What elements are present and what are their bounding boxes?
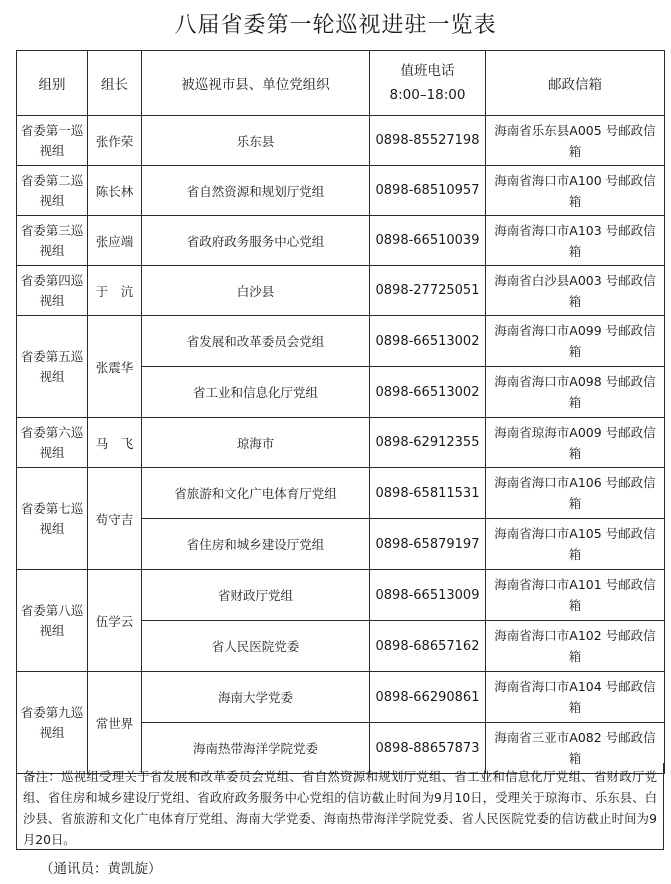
mail-cell: 海南省海口市A103 号邮政信箱 [486, 216, 665, 266]
org-cell: 省工业和信息化厅党组 [142, 367, 370, 418]
page-title: 八届省委第一轮巡视进驻一览表 [174, 13, 497, 38]
leader-cell: 张应端 [88, 216, 142, 266]
phone-cell: 0898-66290861 [370, 672, 486, 723]
table-row [17, 216, 665, 266]
header-phone-label: 值班电话 [400, 63, 455, 79]
mail-cell: 海南省乐东县A005 号邮政信箱 [486, 116, 665, 166]
org-cell: 省住房和城乡建设厅党组 [142, 519, 370, 570]
leader-cell: 常世界 [88, 672, 142, 774]
phone-cell: 0898-65811531 [370, 468, 486, 519]
group-cell: 省委第八巡视组 [17, 570, 88, 672]
group-cell: 省委第一巡视组 [17, 116, 88, 166]
mail-cell: 海南省海口市A102 号邮政信箱 [486, 621, 665, 672]
group-cell: 省委第五巡视组 [17, 316, 88, 418]
header-leader: 组长 [88, 51, 142, 116]
phone-cell: 0898-66513002 [370, 367, 486, 418]
phone-cell: 0898-27725051 [370, 266, 486, 316]
phone-cell: 0898-88657873 [370, 723, 486, 774]
phone-cell: 0898-85527198 [370, 116, 486, 166]
table-row [17, 166, 665, 216]
mail-cell: 海南省海口市A099 号邮政信箱 [486, 316, 665, 367]
footer-credit: （通讯员：黄凯旋） [40, 861, 162, 877]
group-cell: 省委第六巡视组 [17, 418, 88, 468]
table-row [17, 672, 665, 723]
org-cell: 乐东县 [142, 116, 370, 166]
table-row [17, 116, 665, 166]
group-cell: 省委第二巡视组 [17, 166, 88, 216]
leader-cell: 张作荣 [88, 116, 142, 166]
phone-cell: 0898-62912355 [370, 418, 486, 468]
inspection-table [16, 50, 665, 774]
table-row [17, 570, 665, 621]
table-row [17, 418, 665, 468]
mail-cell: 海南省海口市A101 号邮政信箱 [486, 570, 665, 621]
org-cell: 省财政厅党组 [142, 570, 370, 621]
org-cell: 海南热带海洋学院党委 [142, 723, 370, 774]
mail-cell: 海南省海口市A098 号邮政信箱 [486, 367, 665, 418]
mail-cell: 海南省海口市A106 号邮政信箱 [486, 468, 665, 519]
mail-cell: 海南省海口市A105 号邮政信箱 [486, 519, 665, 570]
header-mail: 邮政信箱 [486, 51, 665, 116]
header-phone [370, 51, 486, 116]
group-cell: 省委第四巡视组 [17, 266, 88, 316]
phone-cell: 0898-68510957 [370, 166, 486, 216]
org-cell: 琼海市 [142, 418, 370, 468]
note: 备注：巡视组受理关于省发展和改革委员会党组、省自然资源和规划厅党组、省工业和信息化厅党组、省财政厅党组、省住房和城乡建设厅党组、省政府政务服务中心党组的信访截止时间为9月10日，受理关于琼海市、乐东县、白沙县、省旅游和文化广电体育厅党组、海南大学党委、海南热带海洋学院党委、省人民医院党委的信访截止时间为9月20日。 [16, 763, 664, 850]
org-cell: 省旅游和文化广电体育厅党组 [142, 468, 370, 519]
org-cell: 省自然资源和规划厅党组 [142, 166, 370, 216]
group-cell: 省委第七巡视组 [17, 468, 88, 570]
header-org: 被巡视市县、单位党组织 [142, 51, 370, 116]
phone-cell: 0898-65879197 [370, 519, 486, 570]
mail-cell: 海南省海口市A100 号邮政信箱 [486, 166, 665, 216]
leader-cell: 于 沆 [88, 266, 142, 316]
table-header-row [17, 51, 665, 116]
org-cell: 省发展和改革委员会党组 [142, 316, 370, 367]
mail-cell: 海南省白沙县A003 号邮政信箱 [486, 266, 665, 316]
leader-cell: 马 飞 [88, 418, 142, 468]
mail-cell: 海南省海口市A104 号邮政信箱 [486, 672, 665, 723]
header-group: 组别 [17, 51, 88, 116]
table-row [17, 316, 665, 367]
phone-cell: 0898-66513009 [370, 570, 486, 621]
org-cell: 白沙县 [142, 266, 370, 316]
leader-cell: 张震华 [88, 316, 142, 418]
header-phone-hours: 8:00–18:00 [389, 87, 466, 103]
table-row [17, 468, 665, 519]
org-cell: 省人民医院党委 [142, 621, 370, 672]
group-cell: 省委第九巡视组 [17, 672, 88, 774]
phone-cell: 0898-68657162 [370, 621, 486, 672]
org-cell: 省政府政务服务中心党组 [142, 216, 370, 266]
table-row [17, 266, 665, 316]
phone-cell: 0898-66510039 [370, 216, 486, 266]
group-cell: 省委第三巡视组 [17, 216, 88, 266]
leader-cell: 苟守吉 [88, 468, 142, 570]
mail-cell: 海南省琼海市A009 号邮政信箱 [486, 418, 665, 468]
phone-cell: 0898-66513002 [370, 316, 486, 367]
leader-cell: 伍学云 [88, 570, 142, 672]
leader-cell: 陈长林 [88, 166, 142, 216]
mail-cell: 海南省三亚市A082 号邮政信箱 [486, 723, 665, 774]
org-cell: 海南大学党委 [142, 672, 370, 723]
